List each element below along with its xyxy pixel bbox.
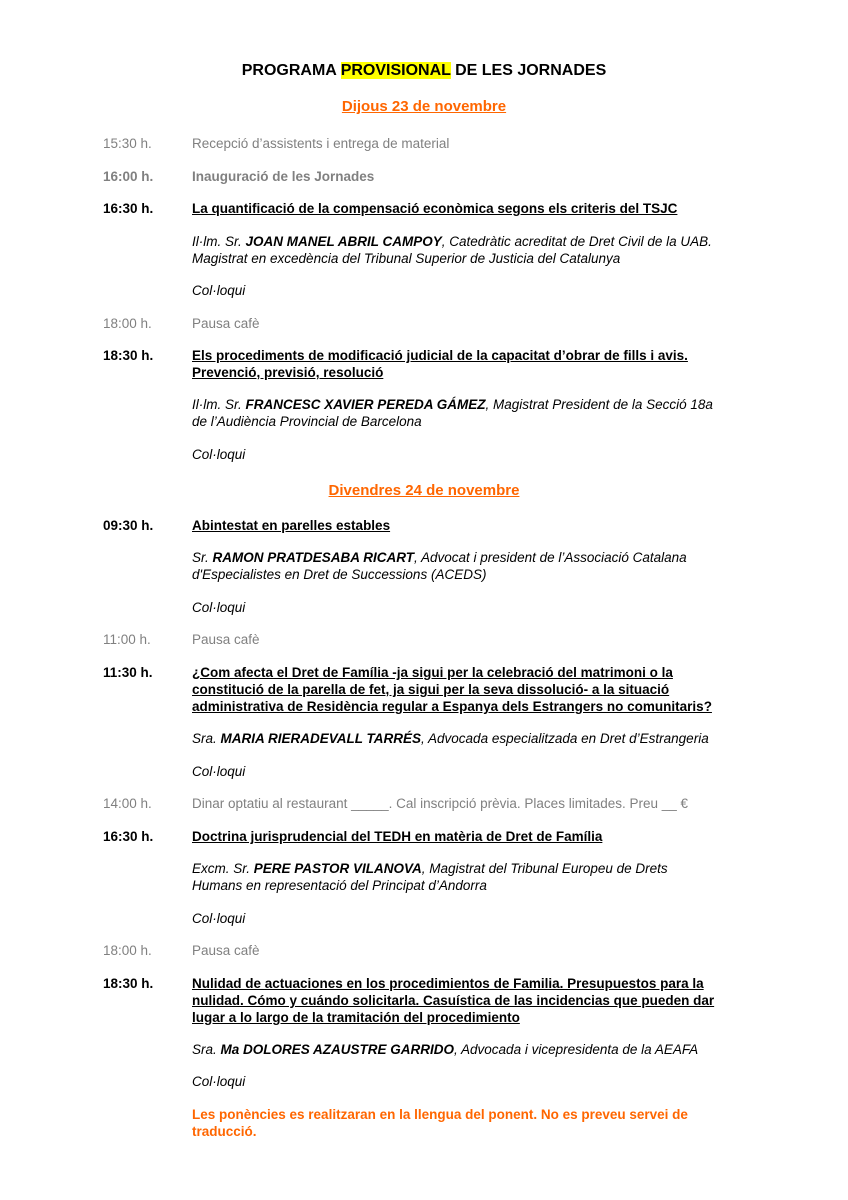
colloqui: Col·loqui [192,283,246,298]
time: 16:30 h. [103,201,154,216]
speaker-role: , Magistrat President de la Secció 18a [485,397,713,412]
time: 18:30 h. [103,976,154,991]
session-title-line2: constitució de la parella de fet, ja sigui per la seva dissolució- a la situació [192,682,670,697]
language-note-line2: traducció. [192,1124,257,1139]
speaker-role-line2: Humans en representació del Principat d’Andorra [192,878,487,893]
speaker-role-line2: d'Especialistes en Dret de Successions (ACEDS) [192,567,487,582]
time: 18:00 h. [103,316,152,331]
session-title-line2: nulidad. Cómo y cuándo solicitarla. Casuística de las incidencias que pueden dar [192,993,715,1008]
title-post: DE LES JORNADES [450,62,607,79]
speaker-info [192,549,752,583]
colloqui: Col·loqui [192,911,246,926]
speaker-role-line2: de l’Audiència Provincial de Barcelona [192,414,422,429]
session-title [192,347,752,381]
language-note-line1: Les ponències es realitzaran en la llengua del ponent. No es preveu servei de [192,1107,688,1122]
speaker-role-line2: Magistrat en excedència del Tribunal Superior de Justicia del Catalunya [192,251,621,266]
agenda-item: Recepció d’assistents i entrega de material [192,136,450,151]
speaker-role: , Advocada i vicepresidenta de la AEAFA [454,1042,699,1057]
time: 18:30 h. [103,348,154,363]
speaker-info [192,860,752,894]
time: 09:30 h. [103,518,154,533]
speaker-name: PERE PASTOR VILANOVA [253,861,422,876]
colloqui: Col·loqui [192,600,246,615]
session-title-line1: Els procediments de modificació judicial de la capacitat d’obrar de fills i avis. [192,348,688,363]
time: 15:30 h. [103,136,152,151]
language-note [192,1106,752,1140]
session-title-line3: administrativa de Residència regular a Espanya dels Estrangers no comunitaris? [192,699,712,714]
speaker-info [192,730,752,747]
speaker-info [192,396,752,430]
time: 16:30 h. [103,829,154,844]
session-title: Doctrina jurisprudencial del TEDH en matèria de Dret de Família [192,829,603,844]
speaker-name: JOAN MANEL ABRIL CAMPOY [245,234,442,249]
colloqui: Col·loqui [192,447,246,462]
speaker-name: MARIA RIERADEVALL TARRÉS [220,731,422,746]
session-title [192,664,752,715]
speaker-role: , Catedràtic acreditat de Dret Civil de la UAB. [441,234,712,249]
time: 14:00 h. [103,796,152,811]
speaker-info [192,233,752,267]
speaker-name: RAMON PRATDESABA RICART [212,550,415,565]
colloqui: Col·loqui [192,764,246,779]
agenda-item: Pausa cafè [192,316,260,331]
speaker-role: , Magistrat del Tribunal Europeu de Drets [421,861,668,876]
agenda-item: Pausa cafè [192,943,260,958]
session-title-line3: lugar a lo largo de la tramitación del procedimiento [192,1010,520,1025]
speaker-prefix: Il·lm. Sr. [192,234,246,249]
speaker-name: Ma DOLORES AZAUSTRE GARRIDO [220,1042,455,1057]
agenda-item: Dinar optatiu al restaurant _____. Cal inscripció prèvia. Places limitades. Preu __ € [192,796,689,811]
title-pre: PROGRAMA [241,62,341,79]
speaker-role: , Advocada especialitzada en Dret d’Estrangeria [421,731,709,746]
time: 18:00 h. [103,943,152,958]
time: 11:30 h. [103,665,153,680]
speaker-prefix: Sra. [192,1042,221,1057]
time: 11:00 h. [103,632,151,647]
speaker-prefix: Excm. Sr. [192,861,254,876]
session-title-line1: ¿Com afecta el Dret de Família -ja sigui per la celebració del matrimoni o la [192,665,673,680]
speaker-prefix: Il·lm. Sr. [192,397,246,412]
session-title-line1: Nulidad de actuaciones en los procedimientos de Familia. Presupuestos para la [192,976,704,991]
session-title-line2: Prevenció, previsió, resolució [192,365,384,380]
session-title [192,975,752,1026]
speaker-role: , Advocat i president de l’Associació Catalana [414,550,687,565]
speaker-prefix: Sra. [192,731,221,746]
agenda-item: Pausa cafè [192,632,260,647]
day-heading-thursday: Dijous 23 de novembre [341,98,507,115]
page-title [0,62,848,80]
speaker-name: FRANCESC XAVIER PEREDA GÁMEZ [245,397,486,412]
colloqui: Col·loqui [192,1074,246,1089]
session-title: Abintestat en parelles estables [192,518,391,533]
day-heading-friday: Divendres 24 de novembre [328,482,520,499]
speaker-info [192,1041,752,1058]
title-highlight: PROVISIONAL [340,62,451,79]
time: 16:00 h. [103,169,154,184]
session-title: La quantificació de la compensació econòmica segons els criteris del TSJC [192,201,678,216]
speaker-prefix: Sr. [192,550,213,565]
agenda-item: Inauguració de les Jornades [192,169,375,184]
